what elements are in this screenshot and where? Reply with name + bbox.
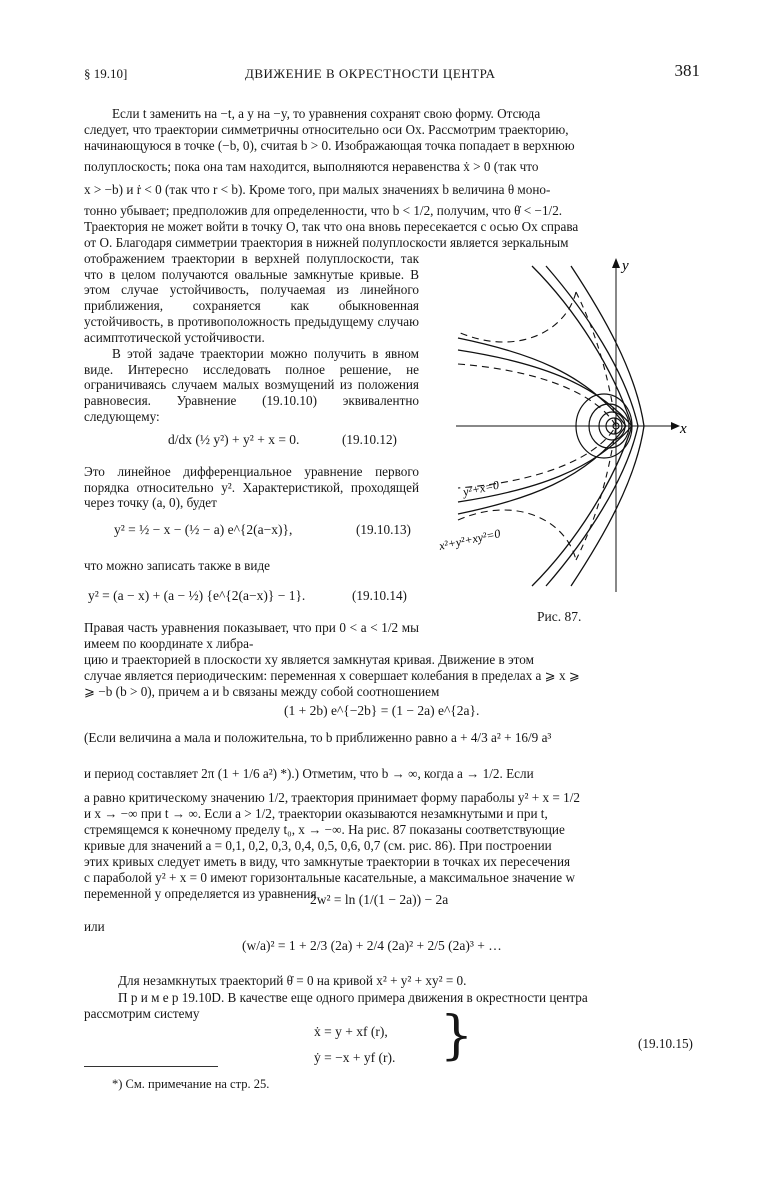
p1-line-7: Траектория не может войти в точку O, так что она вновь пересекается с осью Ox справа [84,219,579,234]
equation-19-10-14: y² = (a − x) + (a − ½) {e^{2(a−x)} − 1}. [88,588,306,603]
p3-line-2: и x → −∞ при t → ∞. Если a > 1/2, траектории оказываются незамкнутыми и при t, [84,806,548,821]
equation-19-10-12: d/dx (½ y²) + y² + x = 0. [168,432,300,447]
footnote-rule [84,1066,218,1067]
paragraph: Это линейное дифференциальное уравнение первого порядка относительно y². Характеристикой, проходящей через точку (a, 0), будет [84,464,419,511]
equation-w: 2w² = ln (1/(1 − 2a)) − 2a [310,892,449,907]
system-eq-1: ẋ = y + xf (r), [314,1024,388,1039]
p1-line-4: полуплоскость; пока она там находится, выполняются неравенства ẋ > 0 (так что [84,159,539,174]
p3-line-5: этих кривых следует иметь в виду, что замкнутые траектории в точках их пересечения [84,854,571,869]
equation-series: (w/a)² = 1 + 2/3 (2a) + 2/4 (2a)² + 2/5 (2a)³ + … [242,938,502,953]
p1-line-2: следует, что траектории симметричны относительно оси Ox. Рассмотрим траекторию, [84,122,569,137]
y-axis-arrow-icon [612,258,620,268]
p2-line-1: цию и траекторией в плоскости xy является замкнутая кривая. Движение в этом [84,652,534,667]
text-block-2 [84,346,419,425]
curve-label: x²+y²+xy²=0 [437,526,502,553]
p1-line-5: x > −b) и ṙ < 0 (так что r < b). Кроме того, при малых значениях b величина θ моно- [84,182,551,197]
p1-line-1: Если t заменить на −t, а y на −y, то уравнения сохранят свою форму. Отсюда [112,106,541,121]
equation-19-10-13: y² = ½ − x − (½ − a) e^{2(a−x)}, [114,522,293,537]
paragraph: отображением траектории в верхней полуплоскости, так что в целом получаются овальные замкнутые кривые. В этом случае устойчивость, получаемая из линейного приближения, сохраняется как обыкновенная устойчивость, в противоположность предыдущему случаю асимптотической устойчивости. [84,251,419,345]
text-block-3 [84,464,419,511]
p2-line-2: случае является периодическим: переменная x совершает колебания в пределах a ⩾ x ⩾ [84,668,580,683]
page-number: 381 [674,61,700,80]
equation-number: (19.10.15) [638,1036,693,1051]
word-ili: или [84,919,105,934]
figure-87 [436,252,706,602]
period-line: и период составляет 2π (1 + 1/6 a²) *).) Отметим, что b → ∞, когда a → 1/2. Если [84,766,534,781]
equation-number: (19.10.12) [342,432,397,447]
text-block-1 [84,251,419,345]
brace: } [440,1006,474,1066]
p1-line-6: тонно убывает; предположив для определенности, что b < 1/2, получим, что θ̇ < −1/2. [84,203,563,218]
x-axis-label: x [680,421,687,437]
running-title: ДВИЖЕНИЕ В ОКРЕСТНОСТИ ЦЕНТРА [245,66,496,81]
paragraph: Правая часть уравнения показывает, что при 0 < a < 1/2 мы имеем по координате x либра- [84,620,419,651]
paragraph: что можно записать также в виде [84,558,271,573]
example-line-1: П р и м е р 19.10D. В качестве еще одного примера движения в окрестности центра [118,990,588,1005]
p3-line-1: a равно критическому значению 1/2, траектория принимает форму параболы y² + x = 1/2 [84,790,580,805]
p1-line-3: начинающуюся в точке (−b, 0), считая b > 0. Изображающая точка попадает в верхнюю [84,138,575,153]
footnote: *) См. примечание на стр. 25. [112,1077,270,1091]
relation-a-b: (1 + 2b) e^{−2b} = (1 − 2a) e^{2a}. [284,703,480,718]
section-ref: § 19.10] [84,66,128,81]
x-axis-arrow-icon [671,422,680,430]
p3-line-4: кривые для значений a = 0,1, 0,2, 0,3, 0,4, 0,5, 0,6, 0,7 (см. рис. 86). При построении [84,838,552,853]
equation-number: (19.10.13) [356,522,411,537]
approx-line: (Если величина a мала и положительна, то b приближенно равно a + 4/3 a² + 16/9 a³ [84,730,552,745]
figure-caption: Рис. 87. [537,609,582,624]
p3-line-6: с параболой y² + x = 0 имеют горизонтальные касательные, а максимальное значение w [84,870,575,885]
p3-line-7: переменной y определяется из уравнения [84,886,317,901]
text-block-5 [84,620,419,651]
parabola-label: y²+x=0 [461,477,501,499]
equation-number: (19.10.14) [352,588,407,603]
p3-line-3: стремящемся к конечному пределу t₀, x → −∞. На рис. 87 показаны соответствующие [84,822,565,837]
open-trajectories-line: Для незамкнутых траекторий θ̇ = 0 на кривой x² + y² + xy² = 0. [118,973,467,988]
p2-line-3: ⩾ −b (b > 0), причем a и b связаны между собой соотношением [84,684,440,699]
example-line-2: рассмотрим систему [84,1006,200,1021]
p1-line-8: от O. Благодаря симметрии траектория в нижней полуплоскости является зеркальным [84,235,569,250]
text-block-4 [84,558,419,574]
paragraph: В этой задаче траектории можно получить в явном виде. Интересно исследовать полное решение, не ограничиваясь случаем малых возмущений из положения равновесия. Уравнение (19.10.10) эквивалентно следующему: [84,346,419,424]
system-eq-2: ẏ = −x + yf (r). [314,1050,396,1065]
y-axis-label: y [622,258,629,274]
